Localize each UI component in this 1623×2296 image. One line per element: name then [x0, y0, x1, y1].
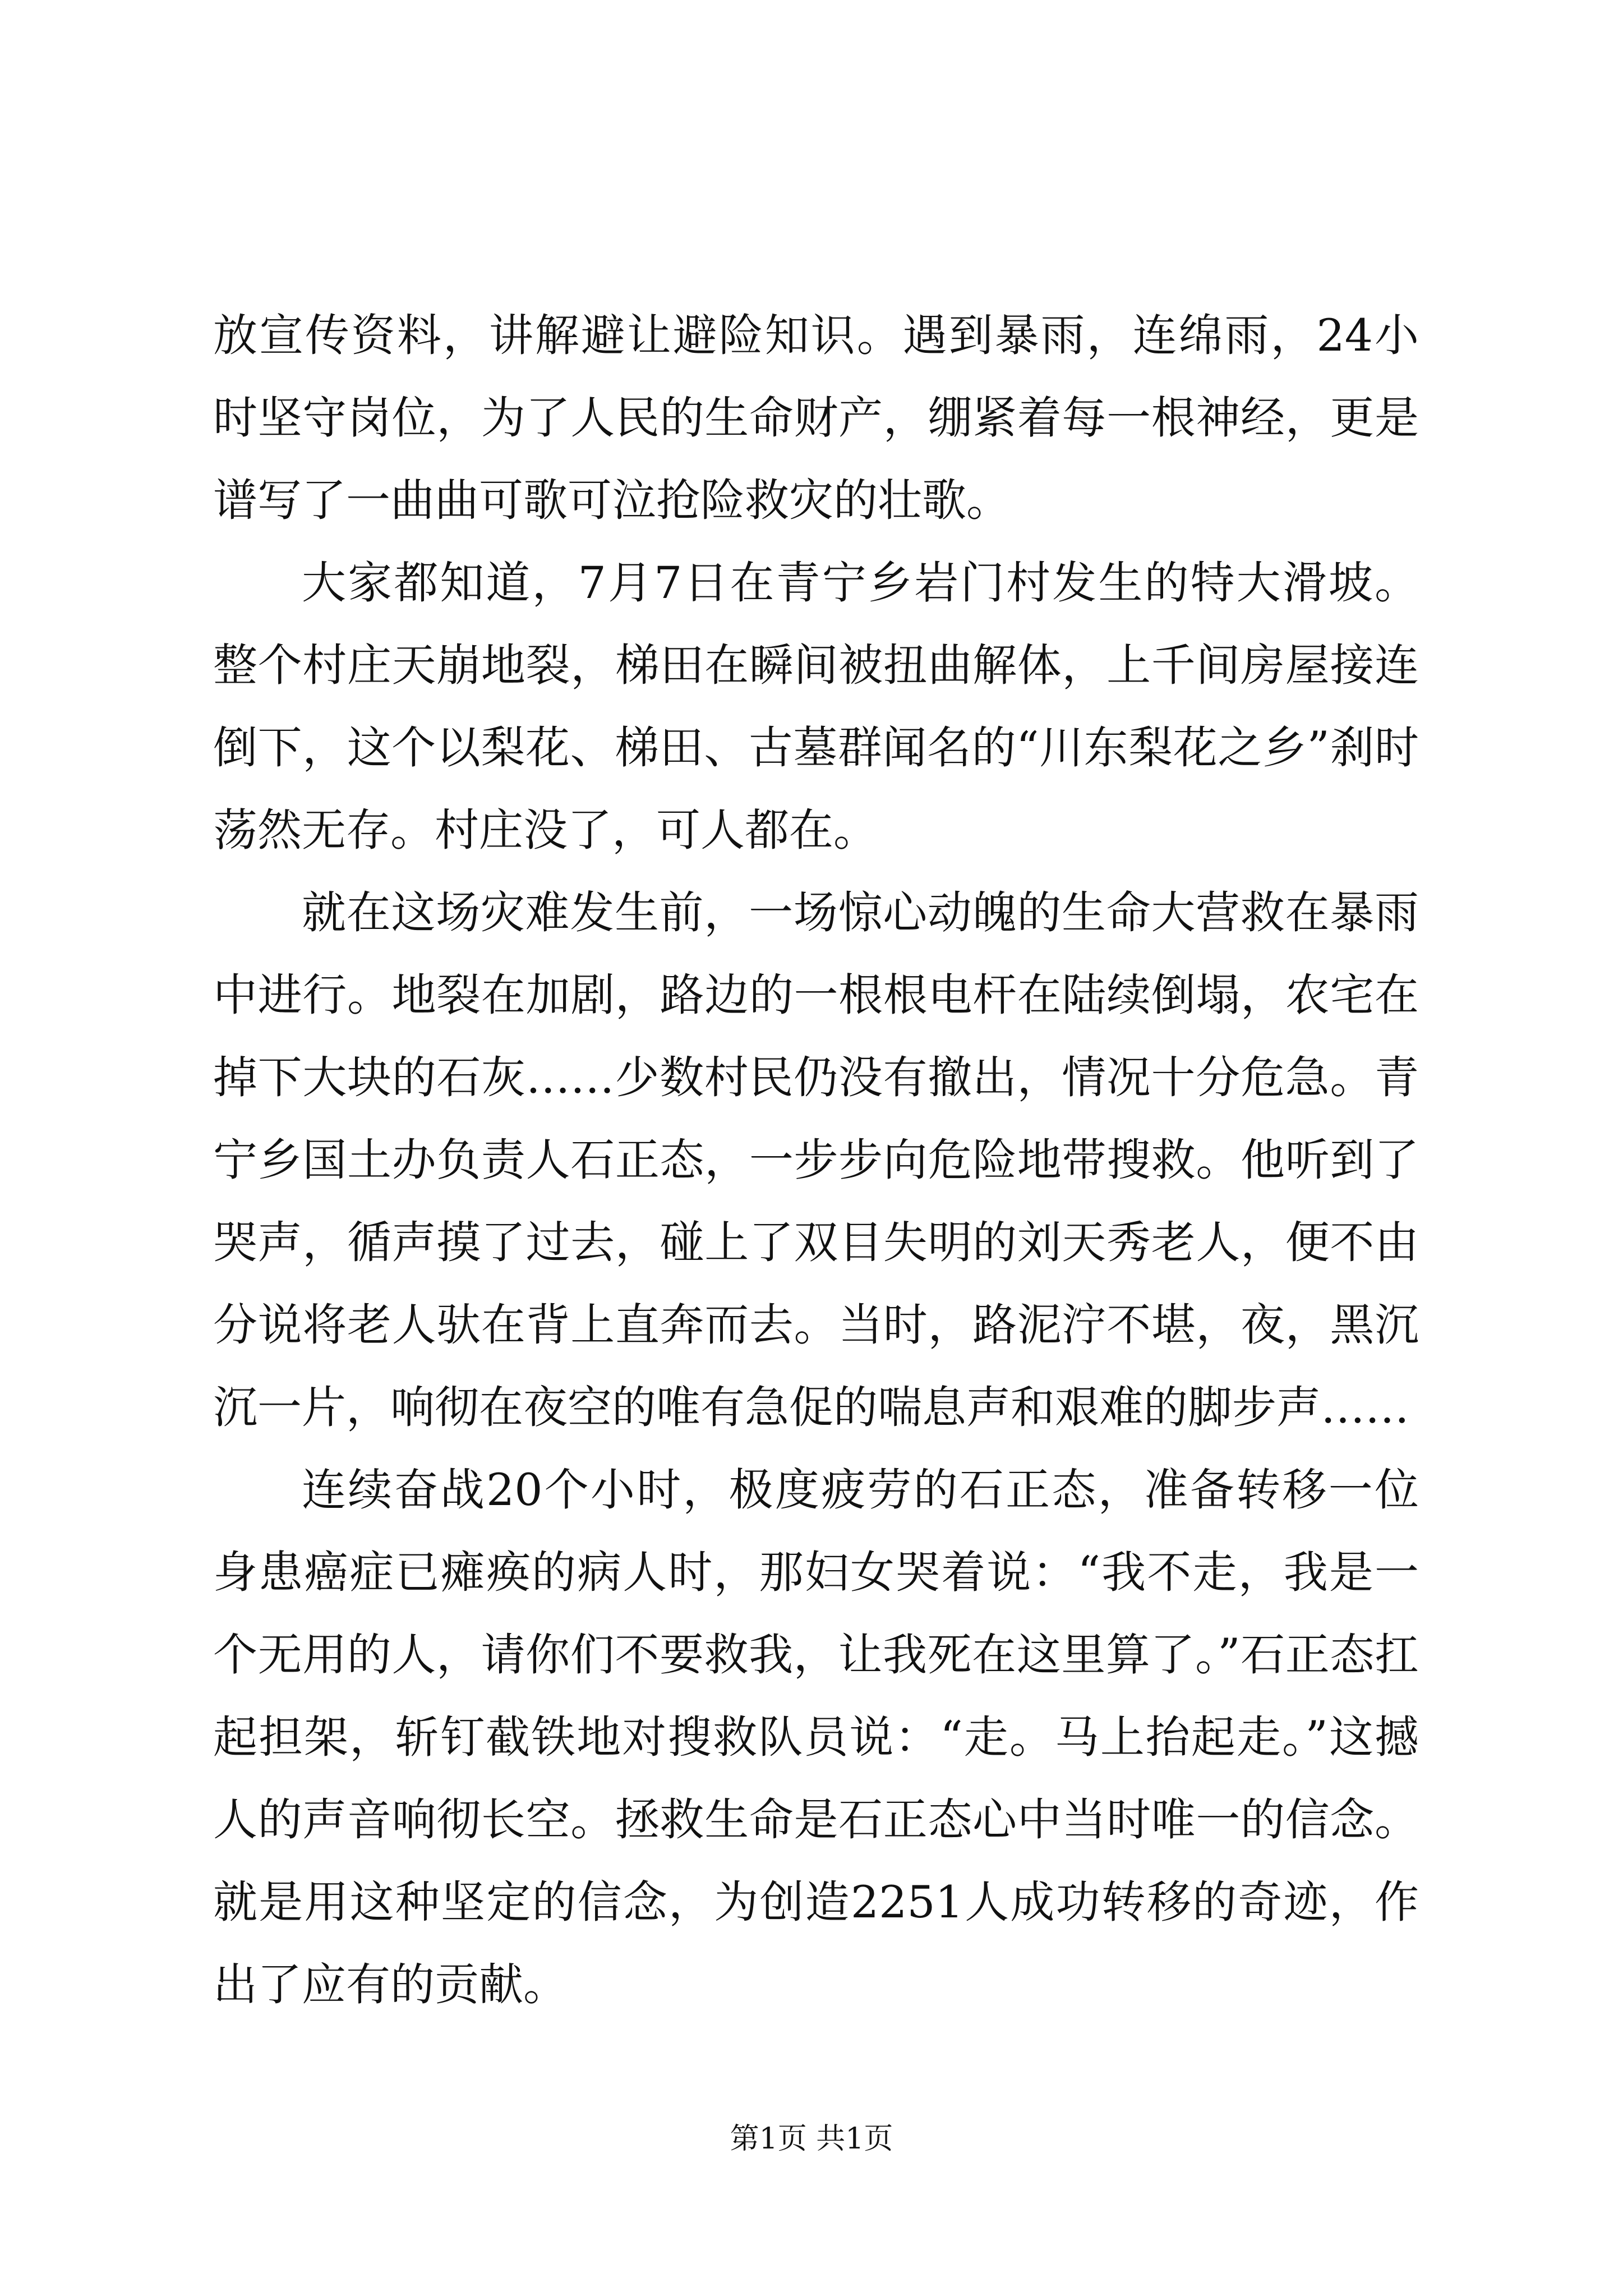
page-footer: 第1页 共1页 [730, 2122, 893, 2156]
paragraph-1: 放宣传资料，讲解避让避险知识。遇到暴雨，连绵雨，24小时坚守岗位，为了人民的生命财产，绷紧着每一根神经，更是谱写了一曲曲可歌可泣抢险救灾的壮歌。 [213, 310, 1419, 526]
document-body [213, 295, 1419, 2026]
paragraph-2: 大家都知道，7月7日在青宁乡岩门村发生的特大滑坡。整个村庄天崩地裂，梯田在瞬间被扭曲解体，上千间房屋接连倒下，这个以梨花、梯田、古墓群闻名的“川东梨花之乡”刹时荡然无存。村庄没了，可人都在。 [213, 557, 1419, 856]
paragraph-4: 连续奋战20个小时，极度疲劳的石正态，准备转移一位身患癌症已瘫痪的病人时，那妇女哭着说：“我不走，我是一个无用的人，请你们不要救我，让我死在这里算了。”石正态扛起担架，斩钉截铁地对搜救队员说：“走。马上抬起走。”这撼人的声音响彻长空。拯救生命是石正态心中当时唯一的信念。就是用这种坚定的信念，为创造2251人成功转移的奇迹，作出了应有的贡献。 [213, 1464, 1419, 2010]
paragraph-3: 就在这场灾难发生前，一场惊心动魄的生命大营救在暴雨中进行。地裂在加剧，路边的一根根电杆在陆续倒塌，农宅在掉下大块的石灰……少数村民仍没有撤出，情况十分危急。青宁乡国土办负责人石正态，一步步向危险地带搜救。他听到了哭声，循声摸了过去，碰上了双目失明的刘天秀老人，便不由分说将老人驮在背上直奔而去。当时，路泥泞不堪，夜，黑沉沉一片，响彻在夜空的唯有急促的喘息声和艰难的脚步声…… [213, 887, 1419, 1433]
